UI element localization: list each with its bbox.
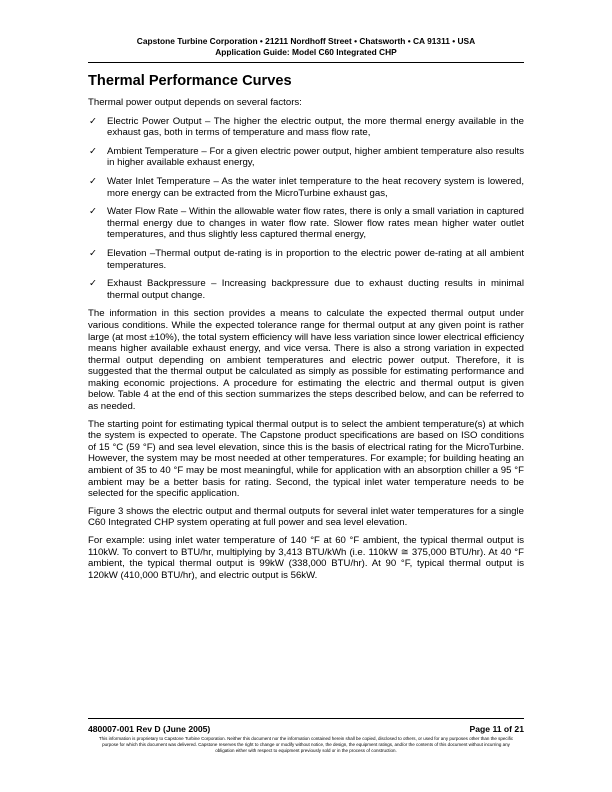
intro-text: Thermal power output depends on several factors: [88,97,302,108]
factor-text: Exhaust Backpressure – Increasing backpressure due to exhaust ducting results in minimal thermal output change. [107,278,524,301]
list-item [88,176,524,199]
body-paragraph: Figure 3 shows the electric output and thermal outputs for several inlet water temperatures for a single C60 Integrated CHP system operating at full power and sea level elevation. [88,505,524,529]
list-item [88,248,524,271]
factor-text: Electric Power Output – The higher the electric output, the more thermal energy available in the exhaust gas, both in terms of temperature and mass flow rate, [107,115,524,139]
body-paragraph: The information in this section provides a means to calculate the expected thermal output under various conditions. While the expected tolerance range for thermal output at any given point is rather large (at most ±10%), the total system efficiency will have less variation since lower electrical efficiency means higher available exhaust energy, and vice versa. There is also a strong variation in expected thermal output depending on ambient temperatures and electric power output. Therefore, it is suggested that the thermal output be calculated as simply as possible for estimating performance and making economic projections. A procedure for estimating the electric and thermal output is given below. Table 4 at the end of this section summarizes the steps described below, and can be referred to as needed. [88,308,524,413]
list-item [88,206,524,241]
check-icon: ✓ [89,278,97,290]
body-paragraph: For example: using inlet water temperature of 140 °F at 60 °F ambient, the typical thermal output is 110kW. To convert to BTU/hr, multiplying by 3,413 BTU/kWh (i.e. 110kW ≅ 375,000 BTU/hr). At 40 °F ambient, the typical thermal output is 99kW (338,000 BTU/hr). At 90 °F, typical thermal output is 120kW (410,000 BTU/hr), and electric output is 56kW. [88,535,524,581]
body-paragraph: The starting point for estimating typical thermal output is to select the ambient temperature(s) at which the system is expected to operate. The Capstone product specifications are based on ISO conditions of 15 °C (59 °F) and sea level elevation, since this is the basis of electrical rating for the MicroTurbine. However, the system may be most needed at other temperatures. For example; for building heating an ambient of 35 to 40 °F may be most meaningful, while for application with an absorption chiller a 95 °F ambient may be a better basis for rating. Second, the typical inlet water temperature needs to be selected for the specific application. [88,418,524,500]
page-header [88,36,524,58]
page-number: Page 11 of 21 [469,724,524,734]
check-icon: ✓ [89,247,97,259]
section-title: Thermal Performance Curves [88,73,292,89]
list-item [88,146,524,169]
check-icon: ✓ [89,145,97,157]
proprietary-notice: This information is proprietary to Capstone Turbine Corporation. Neither this document nor the information contained herein shall be copied, disclosed to others, or used for any purposes other than the specific purpose for which this document was delivered. Capstone reserves the right to change or modify without notice, the design, the equipment ratings, and/or the contents of this document without incurring any obligation either with respect to equipment previously sold or in the process of construction. [98,736,514,753]
header-company-line: Capstone Turbine Corporation • 21211 Nordhoff Street • Chatsworth • CA 91311 • USA [136,36,476,46]
document-id: 480007-001 Rev D (June 2005) [88,724,211,734]
factor-text: Water Flow Rate – Within the allowable water flow rates, there is only a small variation in captured thermal energy due to changes in water flow rate. Slower flow rates mean higher water outlet temperatures, and thus slightly less captured thermal energy, [107,206,524,241]
header-guide-line: Application Guide: Model C60 Integrated CHP [215,47,397,57]
factor-list [88,116,524,302]
check-icon: ✓ [89,206,97,218]
list-item [88,116,524,139]
factor-text: Water Inlet Temperature – As the water inlet temperature to the heat recovery system is lowered, more energy can be extracted from the MicroTurbine exhaust gas, [107,175,524,199]
factor-text: Ambient Temperature – For a given electric power output, higher ambient temperature also results in higher available exhaust energy, [107,145,524,169]
header-divider [88,62,524,63]
factor-text: Elevation –Thermal output de-rating is in proportion to the electric power de-rating at all ambient temperatures. [107,247,524,271]
check-icon: ✓ [89,115,97,127]
check-icon: ✓ [89,175,97,187]
footer-divider [88,718,524,719]
list-item [88,278,524,301]
main-content [88,97,524,587]
